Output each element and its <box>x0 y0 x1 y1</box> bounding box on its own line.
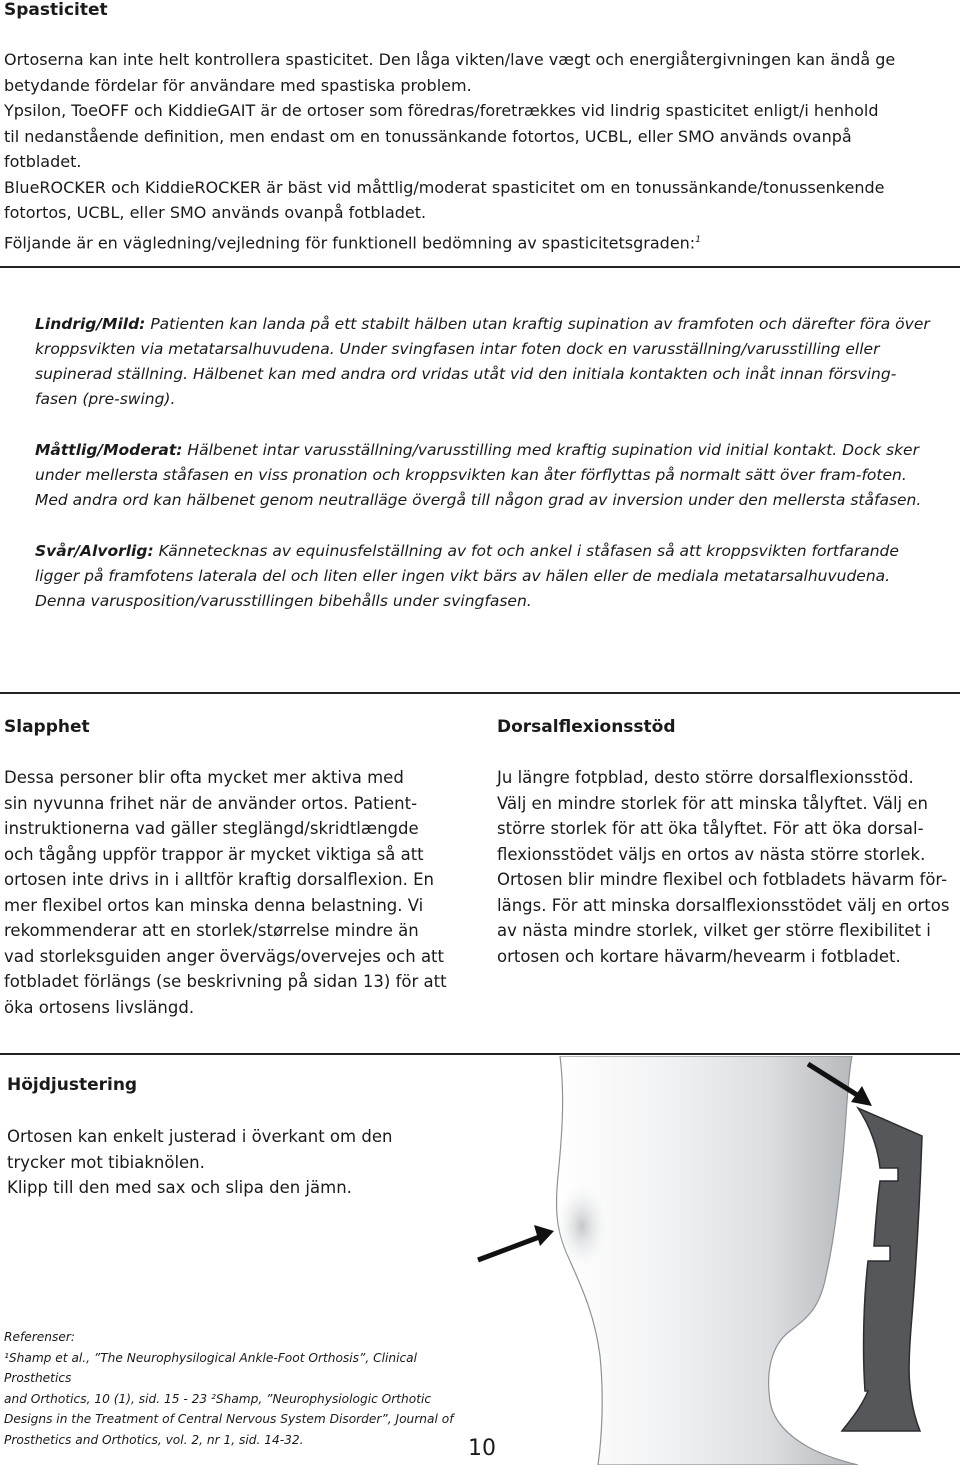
intro-line: Ortoserna kan inte helt kontrollera spasticitet. Den låga vikten/lave vægt och energiåtergivningen kan ändå ge <box>4 50 896 69</box>
divider-bottom <box>0 1053 960 1055</box>
slapphet-line: rekommenderar att en storlek/størrelse mindre än <box>4 921 419 940</box>
intro-line: til nedanstående definition, men endast om en tonussänkande fotortos, UCBL, eller SMO används ovanpå <box>4 126 852 146</box>
leg-illustration <box>470 1056 960 1465</box>
intro-line: fotortos, UCBL, eller SMO används ovanpå fotbladet. <box>4 203 427 222</box>
hojdjustering-body <box>7 1124 437 1201</box>
reference-line: ¹Shamp et al., ”The Neurophysilogical Ankle-Foot Orthosis”, Clinical Prosthetics <box>4 1350 418 1385</box>
slapphet-line: sin nyvunna frihet när de använder ortos. Patient- <box>4 793 418 813</box>
divider-top <box>0 266 960 268</box>
slapphet-line: Dessa personer blir ofta mycket mer aktiva med <box>4 768 404 787</box>
intro-line: BlueROCKER och KiddieROCKER är bäst vid måttlig/moderat spasticitet om en tonussänkande/tonussenkende <box>4 177 885 197</box>
intro-line: fotbladet. <box>4 152 82 171</box>
slapphet-line: och tågång uppför trappor är mycket viktiga så att <box>4 844 424 864</box>
dorsalflexion-line: Välj en mindre storlek för att minska tålyftet. Välj en <box>497 793 928 813</box>
reference-line: Designs in the Treatment of Central Nervous System Disorder”, Journal of <box>4 1412 454 1426</box>
dorsalflexion-line: flexionsstödet väljs en ortos av nästa större storlek. <box>497 844 926 864</box>
hojdjustering-line: trycker mot tibiaknölen. <box>7 1152 205 1172</box>
dorsalflexion-heading: Dorsalflexionsstöd <box>497 717 676 737</box>
slapphet-line: instruktionerna vad gäller steglängd/skridtlængde <box>4 819 419 838</box>
dorsalflexion-line: ortosen och kortare hävarm/hevearm i fotbladet. <box>497 946 901 966</box>
slapphet-line: fotbladet förlängs (se beskrivning på sidan 13) för att <box>4 972 447 991</box>
guidance-text: Följande är en vägledning/vejledning för funktionell bedömning av spasticitetsgraden: <box>4 232 696 252</box>
definition-mild <box>35 312 935 412</box>
orthosis-shape <box>842 1108 922 1431</box>
dorsalflexion-body <box>497 765 959 969</box>
hojdjustering-line: Klipp till den med sax och slipa den jämn. <box>7 1178 352 1197</box>
definitions <box>35 312 935 640</box>
page-number: 10 <box>468 1436 496 1461</box>
dorsalflexion-line: Ortosen blir mindre flexibel och fotbladets hävarm för- <box>497 870 948 889</box>
spasticitet-intro <box>4 47 959 255</box>
reference-line: and Orthotics, 10 (1), sid. 15 - 23 ²Shamp, ”Neurophysiologic Orthotic <box>4 1391 432 1406</box>
slapphet-body <box>4 765 474 1020</box>
severe-label: Svår/Alvorlig: <box>35 542 154 560</box>
severe-text: Kännetecknas av equinusfelställning av fot och ankel i ståfasen så att kroppsvikten fortfarande ligger på framfotens laterala del och liten eller ingen vikt bärs av hälen eller de mediala metatarsalhuvudena. Denna varusposition/varusstillingen bibehålls under svingfasen. <box>35 542 899 610</box>
moderate-label: Måttlig/Moderat: <box>35 441 183 459</box>
dorsalflexion-line: av nästa mindre storlek, vilket ger större flexibilitet i <box>497 921 931 940</box>
references <box>4 1327 474 1450</box>
moderate-text: Hälbenet intar varusställning/varusstilling med kraftig supination vid initial kontakt. Dock sker under mellersta ståfasen en viss pronation och kroppsvikten kan åter förflyttas på normalt sätt över fram-foten. Med andra ord kan hälbenet genom neutralläge övergå till någon grad av inversion under den mellersta ståfasen. <box>35 441 922 509</box>
arrow-icon <box>478 1225 554 1260</box>
references-label: Referenser: <box>4 1330 75 1344</box>
dorsalflexion-line: större storlek för att öka tålyftet. För att öka dorsal- <box>497 819 924 838</box>
definition-severe <box>35 539 935 614</box>
hojdjustering-line: Ortosen kan enkelt justerad i överkant om den <box>7 1127 393 1146</box>
mild-text: Patienten kan landa på ett stabilt hälben utan kraftig supination av framfoten och därefter föra över kroppsvikten via metatarsalhuvudena. Under svingfasen intar foten dock en varusställning/varusstilling eller supinerad ställning. Hälbenet kan med andra ord vridas utåt vid den initiala kontakten och inåt innan försving-fasen (pre-swing). <box>35 315 930 408</box>
intro-line <box>4 228 959 256</box>
reference-line: Prosthetics and Orthotics, vol. 2, nr 1, sid. 14-32. <box>4 1432 304 1447</box>
slapphet-line: ortosen inte drivs in i alltför kraftig dorsalflexion. En <box>4 870 434 889</box>
mild-label: Lindrig/Mild: <box>35 315 146 333</box>
hojdjustering-heading: Höjdjustering <box>7 1075 138 1095</box>
definition-moderate <box>35 438 935 513</box>
intro-line: betydande fördelar för användare med spastiska problem. <box>4 75 472 95</box>
intro-line: Ypsilon, ToeOFF och KiddieGAIT är de ortoser som föredras/foretrækkes vid lindrig spasticitet enligt/i henhold <box>4 101 879 120</box>
knee-shading <box>556 1184 608 1268</box>
footnote-marker: 1 <box>695 234 701 245</box>
slapphet-line: öka ortosens livslängd. <box>4 997 195 1017</box>
spasticitet-heading: Spasticitet <box>4 0 108 20</box>
divider-middle <box>0 692 960 694</box>
dorsalflexion-line: längs. För att minska dorsalflexionsstödet välj en ortos <box>497 895 950 915</box>
slapphet-line: vad storleksguiden anger övervägs/overvejes och att <box>4 946 444 966</box>
slapphet-heading: Slapphet <box>4 717 90 737</box>
leg-shape <box>557 1056 859 1465</box>
slapphet-line: mer flexibel ortos kan minska denna belastning. Vi <box>4 895 424 915</box>
dorsalflexion-line: Ju längre fotpblad, desto större dorsalflexionsstöd. <box>497 768 914 787</box>
